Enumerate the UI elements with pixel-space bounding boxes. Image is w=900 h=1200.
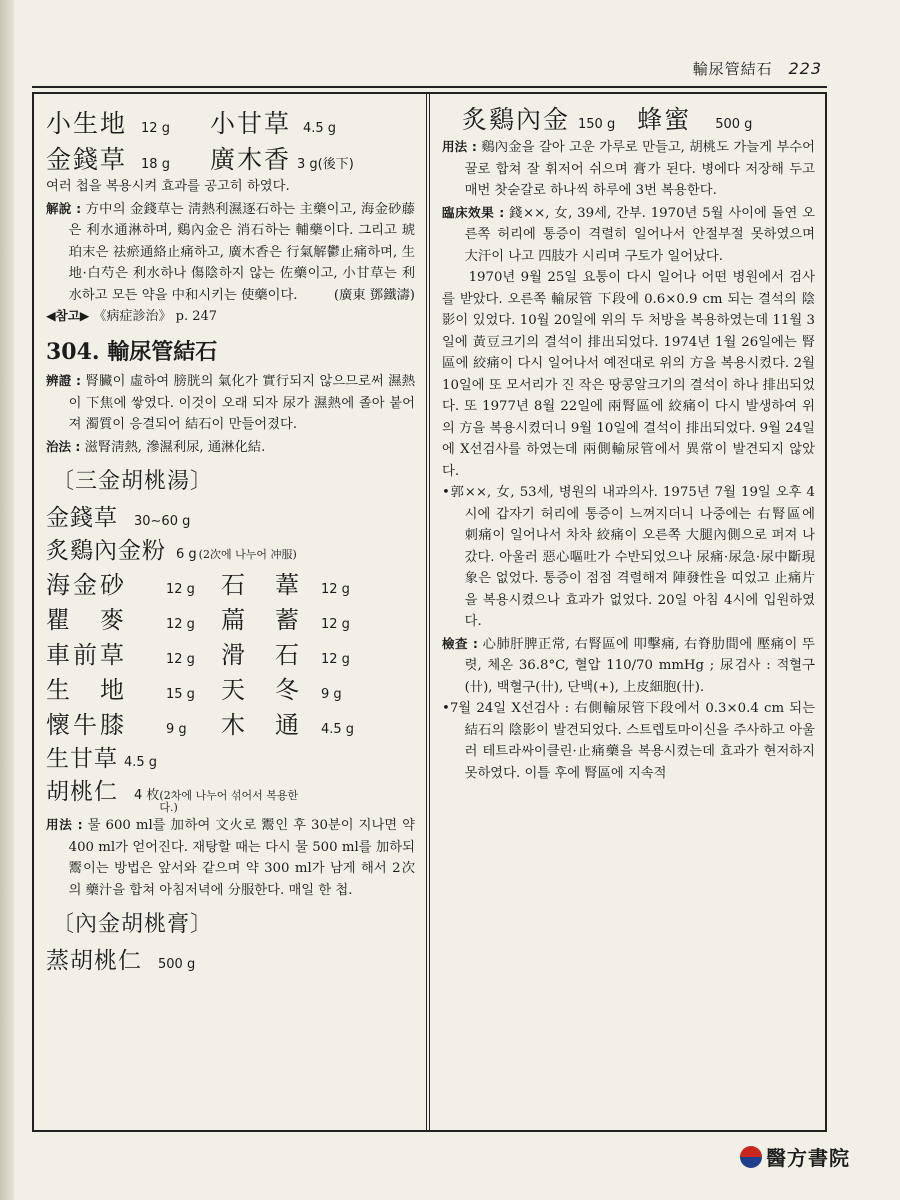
publisher-logo-icon [740,1146,762,1168]
herb-dose: 9 g [166,722,187,737]
herb-dose: 30∼60 g [134,514,191,529]
herb-dose: 4.5 g [302,121,337,136]
herb-dose: 12 g [141,121,170,136]
usage-label: 用法 : [46,817,83,832]
formula-title: 〔內金胡桃膏〕 [52,912,214,937]
herb-dose: 12 g [166,582,195,597]
effect-label: 臨床效果 : [442,204,505,220]
herb-name: 廣木香 [209,145,291,174]
top-rule [32,86,827,88]
right-column [430,94,825,1130]
herb-name: 金錢草 [46,145,128,174]
herb-name: 胡桃仁 [46,779,118,805]
herb-name: 車前草 [46,641,127,669]
intro-text: 여러 첩을 복용시켜 효과를 공고히 하였다. [46,179,290,194]
herb-dose: 9 g [321,687,342,702]
formula-title: 〔三金胡桃湯〕 [52,469,214,494]
herb-name: 石 葦 [221,571,302,599]
case-heading [46,335,415,366]
herb-dose: 6 g [176,547,197,562]
herb-name: 天 冬 [221,676,302,704]
left-column [34,94,427,1130]
usage-paragraph [442,136,815,202]
herb-note: (後下) [317,157,354,172]
herb-name: 滑 石 [221,641,302,669]
usage-text: 鷄內金을 갈아 고운 가루로 만들고, 胡桃도 가늘게 부수어 꿀로 합쳐 잘 휘저어 쉬으며 膏가 된다. 병에다 저장해 두고 매번 찻숟갈로 하나씩 하루에 3번 복용한다. [464,140,815,198]
diagnosis-label: 辨證 : [46,373,82,388]
reference-line [46,306,415,327]
running-head [693,58,822,79]
herb-name: 生甘草 [46,746,118,772]
exam-label: 檢查 : [442,635,478,651]
herb-grid [46,565,415,740]
herb-row [46,773,415,814]
herb-name: 蜂蜜 [637,105,692,134]
herb-note: (2차에 나누어 섞어서 복용한다.) [159,789,299,814]
treatment-label: 治法 : [46,438,81,454]
herb-dose: 4 枚 [134,788,160,803]
herb-name: 萹 蓄 [221,606,302,634]
herb-dose: 150 g [578,117,616,132]
herb-name: 小生地 [46,109,128,138]
explanation-text: 方中의 金錢草는 淸熱利濕逐石하는 主藥이고, 海金砂藤은 利水通淋하며, 鷄內金은 消石하는 輔藥이다. 그리고 琥珀末은 祛瘀通絡止痛하고, 廣木香은 行氣解鬱止痛하며, 生地·白芍은 利水하나 傷陰하지 않는 佐藥이고, 小甘草는 利水하고 모든 약을 中和시키는 使藥이다. [68,201,415,303]
herb-row [46,104,415,140]
publisher-name: 醫方書院 [766,1146,850,1170]
herb-row [46,140,415,176]
case-paragraph: 1970년 9월 25일 요통이 다시 일어나 어떤 병원에서 검사를 받았다. 오른쪽 輸尿管 下段에 0.6×0.9 cm 되는 결석의 陰影이 있었다. 10월 20일에 위의 두 처방을 복용하였는데 11월 3일에 黃豆크기의 결석이 排出되었다. 1974년 1월 26일에는 腎區에 絞痛이 다시 일어나서 예전대로 위의 方을 복용시켰다. 2월 10일에 또 모서리가 진 작은 땅콩알크기의 결석이 하나 排出되었다. 또 1977년 8월 22일에 兩腎區에 絞痛이 다시 발생하여 위의 方을 복용시켰더니 9월 10일에 결석이 排出되었다. 9월 24일에 X선검사를 하였는데 兩側輸尿管에서 異常이 발견되지 않았다. [442,270,815,479]
case-number: 304. [46,339,100,365]
herb-name: 小甘草 [209,109,291,138]
diagnosis-paragraph [46,370,415,436]
herb-name: 炙鷄內金粉 [46,538,166,564]
herb-row [46,532,415,565]
usage-label: 用法 : [442,139,477,154]
herb-name: 懷牛膝 [46,711,127,739]
herb-row [46,740,415,773]
page-edge-shadow [0,0,14,1200]
herb-dose: 4.5 g [124,755,158,770]
herb-name: 木 通 [221,711,302,739]
explanation-author: (廣東 鄧鐵濤) [333,287,415,303]
herb-dose: 12 g [166,652,195,667]
herb-dose: 12 g [321,582,350,597]
explanation-label: 解說 : [46,200,82,216]
herb-name: 海金砂 [46,571,127,599]
herb-dose: 500 g [158,957,196,972]
effect-text: 錢××, 女, 39세, 간부. 1970년 5월 사이에 돌연 오른쪽 허리에 통증이 격렬히 일어나서 안절부절 못하였으며 大汗이 나고 四肢가 시리며 구토가 일어났다. [464,205,815,264]
usage-text: 물 600 ml를 加하여 文火로 鬻인 후 30분이 지나면 약 400 ml가 얻어진다. 재탕할 때는 다시 물 500 ml를 加하되 鬻이는 방법은 앞서와 같으며 약 300 ml가 남게 해서 2次의 藥汁을 합쳐 아침저녁에 分服한다. 매일 한 첩. [68,818,415,898]
reference-text: 《病症診治》 p. 247 [93,309,218,324]
usage-paragraph [46,814,415,901]
treatment-text: 滋腎淸熱, 滲濕利尿, 通淋化結. [84,439,266,455]
herb-name: 炙鷄內金 [462,105,571,134]
herb-dose: 12 g [321,652,350,667]
herb-row [462,100,815,136]
herb-dose: 12 g [321,617,350,632]
exam-text: 心肺肝脾正常, 右腎區에 叩擊痛, 右脊肋間에 壓痛이 뚜렷, 체온 36.8°C, 혈압 110/70 mmHg ; 尿검사 : 적혈구(卄), 백혈구(卄), 단백(+), 上皮細胞(卄). [464,636,815,695]
case-title: 輸尿管結石 [107,339,218,365]
case-paragraph: •郭××, 女, 53세, 병원의 내과의사. 1975년 7월 19일 오후 4시에 갑자기 허리에 통증이 느껴지더니 나중에는 右腎區에 刺痛이 일어나서 차차 絞痛이 오른쪽 大腿內側으로 퍼져 나갔다. 아울러 惡心嘔吐가 수반되었으나 尿痛·尿急·尿中斷現象은 없었다. 통증이 점점 격렬해져 陣發性을 띠었고 止痛片을 복용시켰으나 효과가 없었다. 20일 아침 4시에 입원하였다. [442,485,815,629]
herb-dose: 15 g [166,687,195,702]
publisher-mark [740,1142,850,1171]
xray-paragraph: •7월 24일 X선검사 : 右側輸尿管下段에서 0.3×0.4 cm 되는 結石의 陰影이 발견되었다. 스트렙토마이신을 주사하고 아울러 테트라싸이클린·止痛藥을 복용시켰는데 효과가 현저하지 못하였다. 이틀 후에 腎區에 지속적 [442,701,815,781]
content-frame [32,92,827,1132]
herb-dose: 12 g [166,617,195,632]
herb-name: 瞿 麥 [46,606,127,634]
exam-paragraph [442,633,815,699]
treatment-paragraph [46,436,415,459]
herb-dose: 3 g [296,157,318,172]
herb-row [46,942,415,975]
herb-row [46,499,415,532]
herb-dose: 18 g [141,157,170,172]
herb-name: 生 地 [46,676,127,704]
herb-dose: 500 g [715,117,753,132]
effect-paragraph [442,202,815,268]
running-head-title: 輸尿管結石 [692,60,773,78]
explanation-paragraph [46,198,415,307]
reference-label: ◀참고▶ [46,308,90,323]
page-number: 223 [788,59,822,78]
herb-note: (2次에 나누어 冲服) [198,548,297,561]
herb-name: 蒸胡桃仁 [46,948,142,974]
herb-name: 金錢草 [46,505,118,531]
herb-dose: 4.5 g [321,722,355,737]
diagnosis-text: 腎臟이 虛하여 膀胱의 氣化가 實行되지 않으므로써 濕熱이 下焦에 쌓였다. 이것이 오래 되자 尿가 濕熱에 졸아 붙어져 濁質이 응결되어 結石이 만들어졌다. [68,374,415,432]
